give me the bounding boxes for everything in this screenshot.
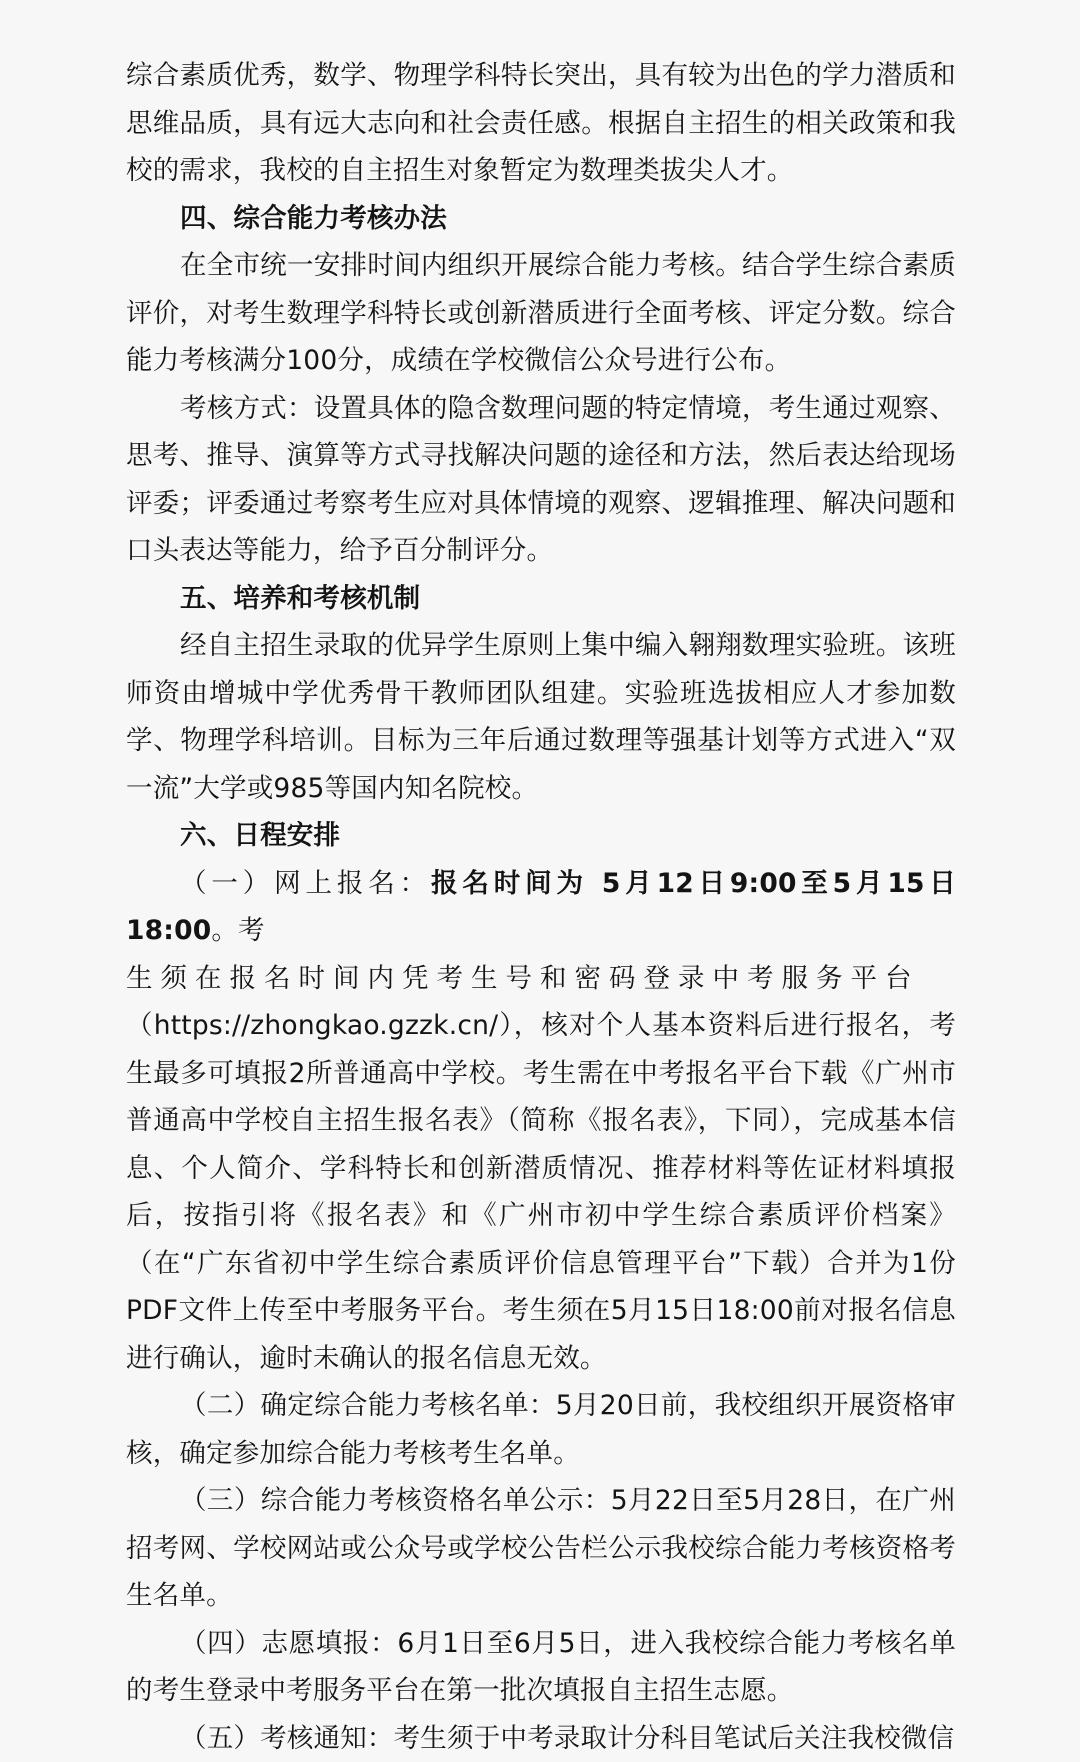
schedule-item-5: （五）考核通知：考生须于中考录取计分科目笔试后关注我校微信 <box>126 1715 956 1762</box>
section3-tail-paragraph: 综合素质优秀，数学、物理学科特长突出，具有较为出色的学力潜质和思维品质，具有远大志向和社会责任感。根据自主招生的相关政策和我校的需求，我校的自主招生对象暂定为数理类拔尖人才。 <box>126 52 956 195</box>
schedule-item-3: （三）综合能力考核资格名单公示：5月22日至5月28日，在广州招考网、学校网站或公众号或学校公告栏公示我校综合能力考核资格考生名单。 <box>126 1477 956 1620</box>
schedule-item-1-after-bold: 。考 <box>211 915 264 946</box>
section4-paragraph-1: 在全市统一安排时间内组织开展综合能力考核。结合学生综合素质评价，对考生数理学科特长或创新潜质进行全面考核、评定分数。综合能力考核满分100分，成绩在学校微信公众号进行公布。 <box>126 242 956 385</box>
section4-heading: 四、综合能力考核办法 <box>126 195 956 243</box>
section4-paragraph-2: 考核方式：设置具体的隐含数理问题的特定情境，考生通过观察、思考、推导、演算等方式寻找解决问题的途径和方法，然后表达给现场评委；评委通过考察考生应对具体情境的观察、逻辑推理、解决问题和口头表达等能力，给予百分制评分。 <box>126 385 956 575</box>
schedule-item-1-prefix: （一）网上报名： <box>180 868 431 899</box>
section6-heading: 六、日程安排 <box>126 812 956 860</box>
schedule-item-1-rest: （https://zhongkao.gzzk.cn/），核对个人基本资料后进行报名，考生最多可填报2所普通高中学校。考生需在中考报名平台下载《广州市普通高中学校自主招生报名表》（简称《报名表》，下同），完成基本信息、个人简介、学科特长和创新潜质情况、推荐材料等佐证材料填报后，按指引将《报名表》和《广州市初中学生综合素质评价档案》（在“广东省初中学生综合素质评价信息管理平台”下载）合并为1份PDF文件上传至中考服务平台。考生须在5月15日18:00前对报名信息进行确认，逾时未确认的报名信息无效。 <box>126 1010 956 1374</box>
document-body <box>126 52 956 1762</box>
section5-paragraph-1: 经自主招生录取的优异学生原则上集中编入翱翔数理实验班。该班师资由增城中学优秀骨干教师团队组建。实验班选拔相应人才参加数学、物理学科培训。目标为三年后通过数理等强基计划等方式进入“双一流”大学或985等国内知名院校。 <box>126 622 956 812</box>
schedule-item-1 <box>126 860 956 1383</box>
schedule-item-1-spread-line: 生须在报名时间内凭考生号和密码登录中考服务平台 <box>126 963 920 994</box>
schedule-item-2: （二）确定综合能力考核名单：5月20日前，我校组织开展资格审核，确定参加综合能力考核考生名单。 <box>126 1382 956 1477</box>
section5-heading: 五、培养和考核机制 <box>126 575 956 623</box>
schedule-item-4: （四）志愿填报：6月1日至6月5日，进入我校综合能力考核名单的考生登录中考服务平台在第一批次填报自主招生志愿。 <box>126 1620 956 1715</box>
registration-time: 报名时间为 5月12日9:00至5月15日18:00 <box>126 868 956 947</box>
